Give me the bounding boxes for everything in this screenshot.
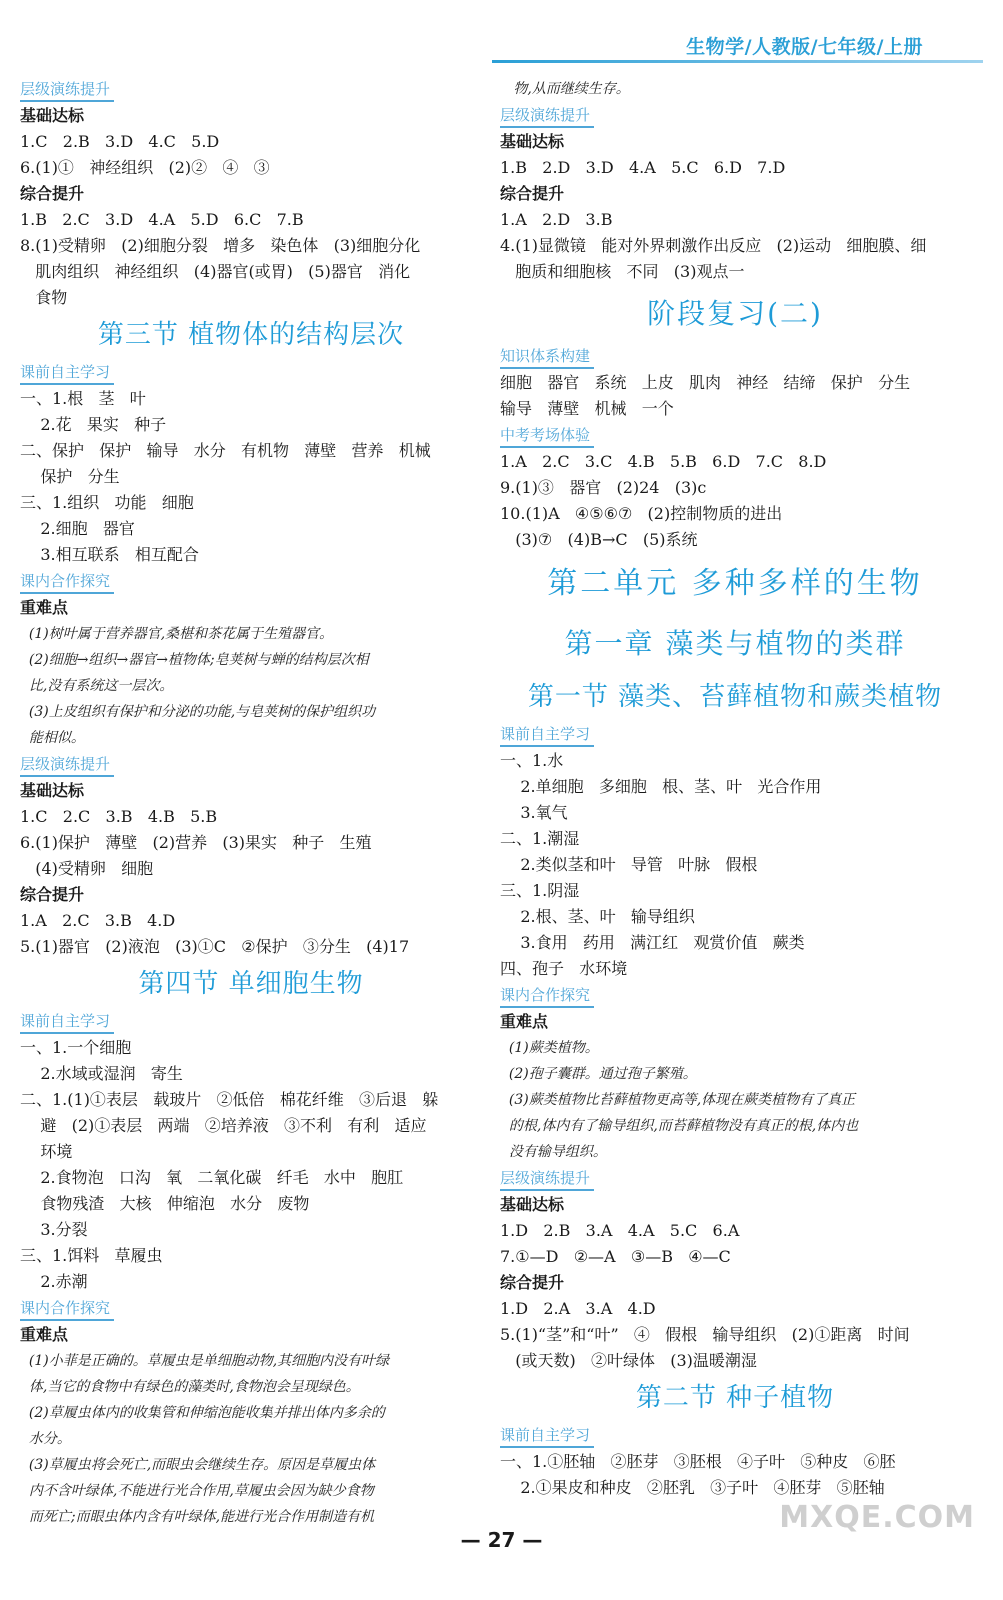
- answer-line: 5.(1)器官 (2)液泡 (3)①C ②保护 ③分生 (4)17: [20, 937, 410, 956]
- handwritten-line: 物,从而继续生存。: [500, 81, 630, 97]
- chapter-title: 第一章 藻类与植物的类群: [564, 627, 906, 660]
- answer-line: 1.C 2.B 3.D 4.C 5.D: [20, 132, 220, 151]
- answer-line: 2.食物泡 口沟 氧 二氧化碳 纤毛 水中 胞肛: [20, 1168, 404, 1187]
- answer-line: 食物: [20, 288, 68, 307]
- answer-line: 6.(1)保护 薄壁 (2)营养 (3)果实 种子 生殖: [20, 833, 372, 852]
- section-tag: 知识体系构建: [500, 346, 594, 369]
- answer-line: 四、孢子 水环境: [500, 959, 628, 978]
- answer-line: 2.类似茎和叶 导管 叶脉 假根: [500, 855, 758, 874]
- answer-line: (4)受精卵 细胞: [20, 859, 154, 878]
- handwritten-line: (1)蕨类植物。: [500, 1040, 599, 1056]
- handwritten-line: 内不含叶绿体,不能进行光合作用,草履虫会因为缺少食物: [20, 1483, 374, 1499]
- answer-line: 环境: [20, 1142, 73, 1161]
- unit-title: 第二单元 多种多样的生物: [547, 566, 923, 601]
- answer-line: 输导 薄壁 机械 一个: [500, 399, 674, 418]
- answer-line: 6.(1)① 神经组织 (2)② ④ ③: [20, 158, 270, 177]
- answer-line: 三、1.阴湿: [500, 881, 580, 900]
- section-tag: 层级演练提升: [20, 79, 114, 102]
- handwritten-line: 水分。: [20, 1431, 71, 1447]
- section-title: 第一节 藻类、苔藓植物和蕨类植物: [527, 682, 943, 712]
- answer-line: 9.(1)③ 器官 (2)24 (3)c: [500, 478, 707, 497]
- handwritten-line: (3)草履虫将会死亡,而眼虫会继续生存。原因是草履虫体: [20, 1457, 376, 1473]
- answer-line: 二、保护 保护 输导 水分 有机物 薄壁 营养 机械: [20, 441, 431, 460]
- section-tag: 课前自主学习: [20, 362, 114, 385]
- handwritten-line: (2)孢子囊群。通过孢子繁殖。: [500, 1066, 697, 1082]
- section-title: 第四节 单细胞生物: [138, 969, 364, 999]
- page-number: — 27 —: [460, 1528, 543, 1552]
- answer-line: 一、1.根 茎 叶: [20, 389, 146, 408]
- answer-line: 2.细胞 器官: [20, 519, 135, 538]
- answer-line: 2.水域或湿润 寄生: [20, 1064, 183, 1083]
- answer-line: 1.C 2.C 3.B 4.B 5.B: [20, 807, 218, 826]
- answer-line: (3)⑦ (4)B→C (5)系统: [500, 530, 698, 549]
- section-tag: 中考考场体验: [500, 425, 594, 448]
- subheading: 基础达标: [500, 132, 565, 151]
- answer-line: 食物残渣 大核 伸缩泡 水分 废物: [20, 1194, 310, 1213]
- answer-line: 1.D 2.B 3.A 4.A 5.C 6.A: [500, 1221, 740, 1240]
- answer-line: 二、1.潮湿: [500, 829, 580, 848]
- answer-line: 2.花 果实 种子: [20, 415, 167, 434]
- answer-line: 一、1.一个细胞: [20, 1038, 132, 1057]
- answer-line: 5.(1)“茎”和“叶” ④ 假根 输导组织 (2)①距离 时间: [500, 1325, 910, 1344]
- subheading: 综合提升: [20, 885, 85, 904]
- answer-line: 2.单细胞 多细胞 根、茎、叶 光合作用: [500, 777, 822, 796]
- answer-line: 细胞 器官 系统 上皮 肌肉 神经 结缔 保护 分生: [500, 373, 911, 392]
- subheading: 重难点: [20, 598, 69, 617]
- answer-line: (或天数) ②叶绿体 (3)温暖潮湿: [500, 1351, 757, 1370]
- section-tag: 层级演练提升: [500, 105, 594, 128]
- handwritten-line: (3)上皮组织有保护和分泌的功能,与皂荚树的保护组织功: [20, 704, 376, 720]
- section-tag: 课前自主学习: [20, 1011, 114, 1034]
- answer-line: 1.D 2.A 3.A 4.D: [500, 1299, 656, 1318]
- section-tag: 课内合作探究: [20, 571, 114, 594]
- answer-line: 1.A 2.D 3.B: [500, 210, 613, 229]
- section-tag: 课内合作探究: [20, 1298, 114, 1321]
- answer-line: 8.(1)受精卵 (2)细胞分裂 增多 染色体 (3)细胞分化: [20, 236, 421, 255]
- answer-line: 10.(1)A ④⑤⑥⑦ (2)控制物质的进出: [500, 504, 783, 523]
- subheading: 重难点: [20, 1325, 69, 1344]
- subheading: 综合提升: [500, 184, 565, 203]
- header-title: 生物学/人教版/七年级/上册: [686, 36, 923, 58]
- subheading: 综合提升: [500, 1273, 565, 1292]
- section-title: 阶段复习(二): [647, 297, 823, 330]
- left-column: [20, 76, 482, 1530]
- answer-line: 一、1.①胚轴 ②胚芽 ③胚根 ④子叶 ⑤种皮 ⑥胚: [500, 1452, 896, 1471]
- subheading: 基础达标: [20, 781, 85, 800]
- handwritten-line: 能相似。: [20, 730, 85, 746]
- answer-line: 3.氧气: [500, 803, 568, 822]
- section-tag: 层级演练提升: [500, 1168, 594, 1191]
- answer-line: 1.B 2.D 3.D 4.A 5.C 6.D 7.D: [500, 158, 786, 177]
- handwritten-line: (1)树叶属于营养器官,桑椹和茶花属于生殖器官。: [20, 626, 334, 642]
- answer-line: 2.根、茎、叶 输导组织: [500, 907, 695, 926]
- answer-line: 7.①—D ②—A ③—B ④—C: [500, 1247, 731, 1266]
- subheading: 综合提升: [20, 184, 85, 203]
- answer-line: 1.B 2.C 3.D 4.A 5.D 6.C 7.B: [20, 210, 304, 229]
- answer-line: 3.食用 药用 满江红 观赏价值 蕨类: [500, 933, 805, 952]
- header-divider: [492, 60, 983, 63]
- subheading: 基础达标: [500, 1195, 565, 1214]
- handwritten-line: 而死亡;而眼虫体内含有叶绿体,能进行光合作用制造有机: [20, 1509, 375, 1525]
- answer-line: 保护 分生: [20, 467, 120, 486]
- subheading: 基础达标: [20, 106, 85, 125]
- answer-line: 2.赤潮: [20, 1272, 88, 1291]
- answer-line: 二、1.(1)①表层 载玻片 ②低倍 棉花纤维 ③后退 躲: [20, 1090, 439, 1109]
- answer-line: 3.相互联系 相互配合: [20, 545, 199, 564]
- subheading: 重难点: [500, 1012, 549, 1031]
- answer-line: 避 (2)①表层 两端 ②培养液 ③不利 有利 适应: [20, 1116, 427, 1135]
- handwritten-line: 体,当它的食物中有绿色的藻类时,食物泡会呈现绿色。: [20, 1379, 360, 1395]
- section-tag: 层级演练提升: [20, 754, 114, 777]
- right-column: [500, 76, 970, 1501]
- answer-line: 3.分裂: [20, 1220, 88, 1239]
- handwritten-line: 没有输导组织。: [500, 1144, 607, 1160]
- watermark: MXQE.COM: [779, 1500, 975, 1535]
- section-tag: 课内合作探究: [500, 985, 594, 1008]
- handwritten-line: (3)蕨类植物比苔藓植物更高等,体现在蕨类植物有了真正: [500, 1092, 856, 1108]
- answer-line: 三、1.饵料 草履虫: [20, 1246, 163, 1265]
- handwritten-line: 的根,体内有了输导组织,而苔藓植物没有真正的根,体内也: [500, 1118, 859, 1134]
- answer-line: 1.A 2.C 3.C 4.B 5.B 6.D 7.C 8.D: [500, 452, 827, 471]
- answer-line: 1.A 2.C 3.B 4.D: [20, 911, 176, 930]
- handwritten-line: (2)草履虫体内的收集管和伸缩泡能收集并排出体内多余的: [20, 1405, 385, 1421]
- answer-line: 4.(1)显微镜 能对外界刺激作出反应 (2)运动 细胞膜、细: [500, 236, 927, 255]
- section-title: 第二节 种子植物: [635, 1383, 835, 1413]
- section-title: 第三节 植物体的结构层次: [97, 320, 405, 350]
- answer-line: 肌肉组织 神经组织 (4)器官(或胃) (5)器官 消化: [20, 262, 411, 281]
- answer-line: 一、1.水: [500, 751, 564, 770]
- answer-line: 三、1.组织 功能 细胞: [20, 493, 194, 512]
- section-tag: 课前自主学习: [500, 724, 594, 747]
- handwritten-line: 比,没有系统这一层次。: [20, 678, 174, 694]
- answer-line: 胞质和细胞核 不同 (3)观点一: [500, 262, 745, 281]
- answer-line: 2.①果皮和种皮 ②胚乳 ③子叶 ④胚芽 ⑤胚轴: [500, 1478, 885, 1497]
- section-tag: 课前自主学习: [500, 1425, 594, 1448]
- handwritten-line: (1)小菲是正确的。草履虫是单细胞动物,其细胞内没有叶绿: [20, 1353, 390, 1369]
- handwritten-line: (2)细胞→组织→器官→植物体;皂荚树与蝉的结构层次相: [20, 652, 369, 668]
